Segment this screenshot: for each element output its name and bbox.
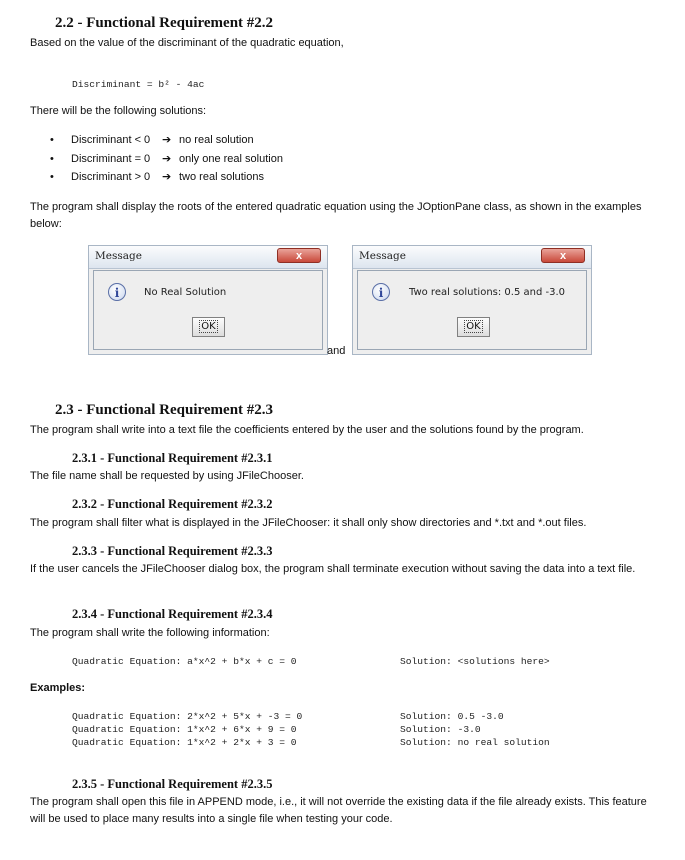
dialog-title-bar [353, 246, 591, 269]
section-2-3-1-text: The file name shall be requested by using JFileChooser. [30, 470, 304, 482]
section-2-2-intro: Based on the value of the discriminant of the quadratic equation, [30, 37, 344, 49]
bullet-result: no real solution [179, 134, 254, 146]
list-item: • Discriminant < 0 ➔ no real solution [50, 132, 350, 149]
section-2-3-4-text: The program shall write the following information: [30, 627, 270, 639]
section-2-2-heading: 2.2 - Functional Requirement #2.2 [55, 15, 274, 31]
section-2-3-4-heading: 2.3.4 - Functional Requirement #2.3.4 [72, 607, 273, 621]
dialog-title-bar [89, 246, 327, 269]
ok-button[interactable] [192, 317, 225, 337]
dialog-message: No Real Solution [144, 287, 227, 298]
list-item: • Discriminant = 0 ➔ only one real solution [50, 151, 350, 168]
example-equation: Quadratic Equation: 1*x^2 + 6*x + 9 = 0 [72, 724, 297, 735]
dialog-title: Message [359, 250, 406, 262]
bullet-condition: Discriminant < 0 [71, 134, 151, 146]
section-2-3-1-heading: 2.3.1 - Functional Requirement #2.3.1 [72, 451, 273, 465]
dialog-body [357, 270, 587, 350]
section-2-3-5-heading: 2.3.5 - Functional Requirement #2.3.5 [72, 777, 273, 791]
arrow-icon: ➔ [162, 171, 172, 183]
message-dialog-no-solution [88, 245, 328, 355]
example-equation: Quadratic Equation: 1*x^2 + 2*x + 3 = 0 [72, 737, 297, 748]
bullet-condition: Discriminant > 0 [71, 171, 151, 183]
arrow-icon: ➔ [162, 153, 172, 165]
template-equation: Quadratic Equation: a*x^2 + b*x + c = 0 [72, 656, 297, 667]
template-solution: Solution: <solutions here> [400, 656, 550, 667]
info-icon: i [108, 283, 126, 301]
example-solution: Solution: no real solution [400, 737, 550, 748]
example-solution: Solution: 0.5 -3.0 [400, 711, 504, 722]
section-2-3-2-heading: 2.3.2 - Functional Requirement #2.3.2 [72, 497, 273, 511]
bullet-result: two real solutions [179, 171, 264, 183]
list-item: • Discriminant > 0 ➔ two real solutions [50, 169, 350, 186]
section-2-3-heading: 2.3 - Functional Requirement #2.3 [55, 402, 274, 418]
arrow-icon: ➔ [162, 134, 172, 146]
close-button[interactable]: x [277, 248, 321, 263]
dialog-body [93, 270, 323, 350]
section-2-3-5-text: The program shall open this file in APPEND mode, i.e., it will not override the existing data if the file already exists. This feature will be used to place many results into a single file when testing your code. [30, 796, 647, 825]
dialog-title: Message [95, 250, 142, 262]
message-dialog-two-solutions [352, 245, 592, 355]
info-icon: i [372, 283, 390, 301]
ok-label: OK [466, 321, 481, 332]
section-2-3-2-text: The program shall filter what is displayed in the JFileChooser: it shall only show directories and *.txt and *.out files. [30, 517, 587, 529]
and-text: and [327, 345, 346, 357]
discriminant-formula: Discriminant = b² - 4ac [72, 79, 205, 90]
section-2-3-3-text: If the user cancels the JFileChooser dialog box, the program shall terminate execution without saving the data into a text file. [30, 563, 636, 575]
examples-label: Examples: [30, 682, 86, 694]
section-2-3-3-heading: 2.3.3 - Functional Requirement #2.3.3 [72, 544, 273, 558]
display-roots-text: The program shall display the roots of the entered quadratic equation using the JOptionPane class, as shown in the examples below: [30, 201, 642, 230]
solutions-lead: There will be the following solutions: [30, 105, 207, 117]
section-2-3-text: The program shall write into a text file the coefficients entered by the user and the solutions found by the program. [30, 424, 584, 436]
bullet-result: only one real solution [179, 153, 283, 165]
close-button[interactable]: x [541, 248, 585, 263]
bullet-condition: Discriminant = 0 [71, 153, 151, 165]
example-equation: Quadratic Equation: 2*x^2 + 5*x + -3 = 0 [72, 711, 303, 722]
ok-button[interactable] [457, 317, 490, 337]
ok-label: OK [201, 321, 216, 332]
example-solution: Solution: -3.0 [400, 724, 481, 735]
dialog-message: Two real solutions: 0.5 and -3.0 [409, 287, 566, 298]
